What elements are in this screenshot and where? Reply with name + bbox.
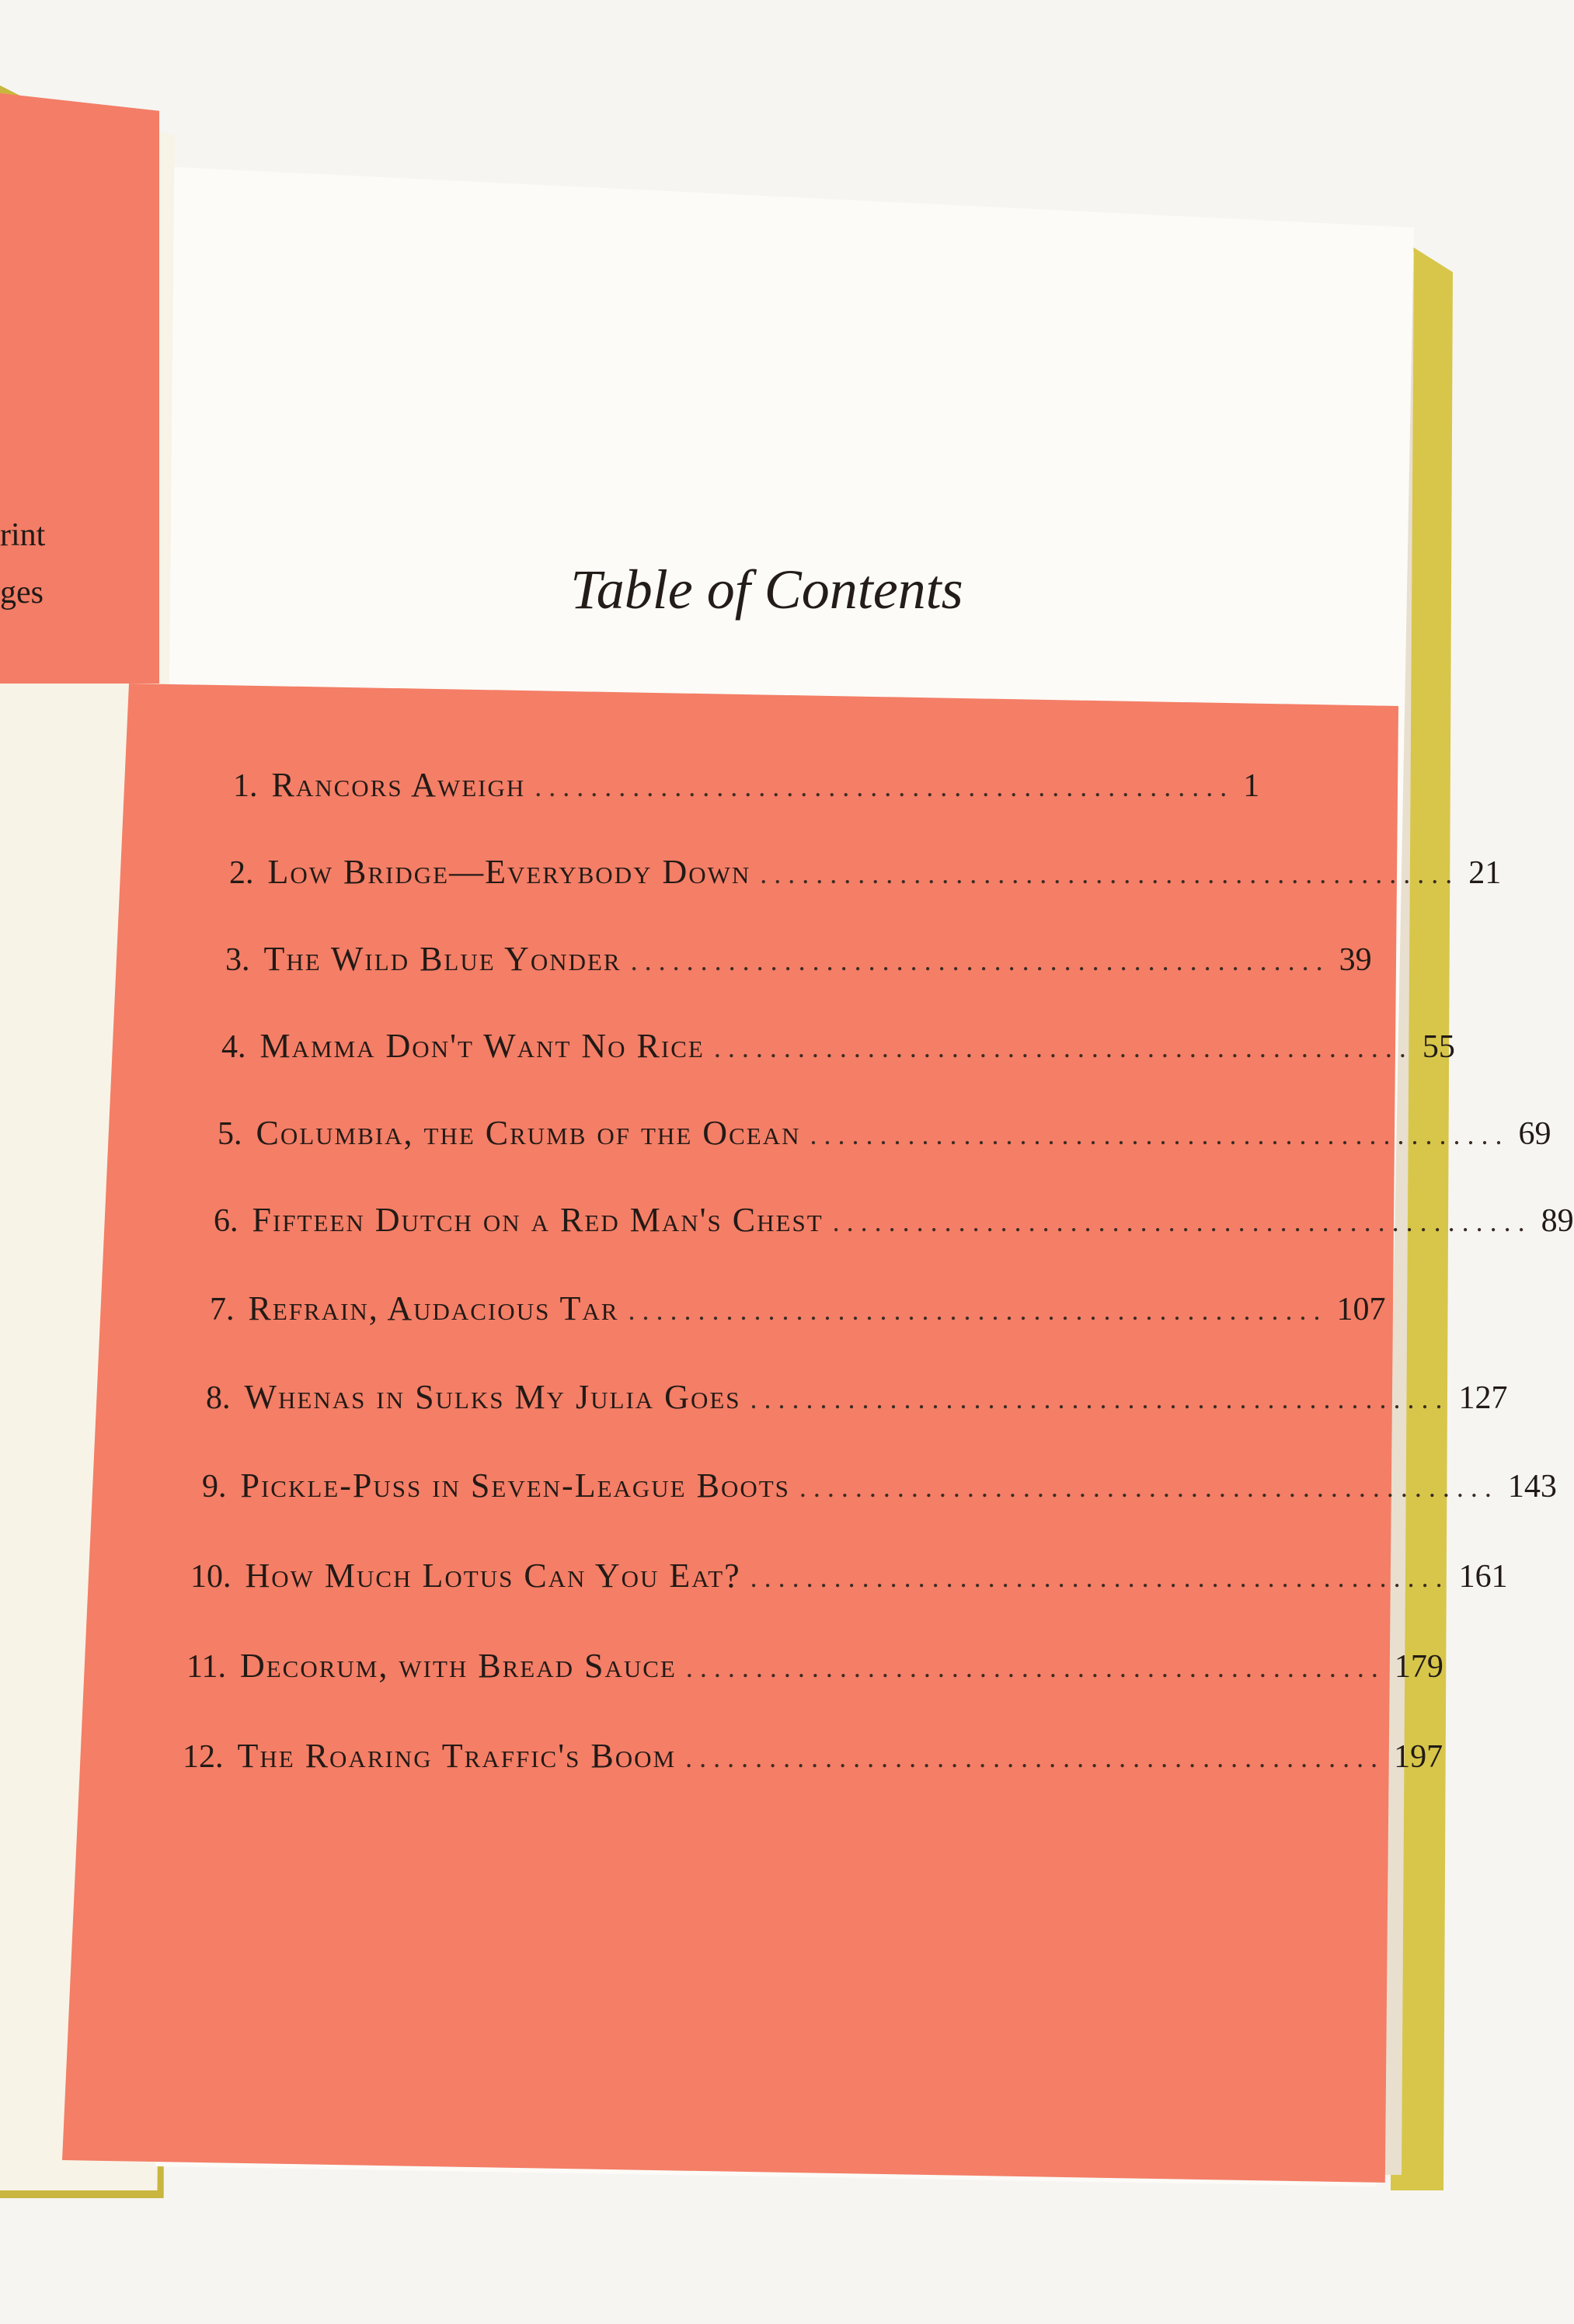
toc-entry [186, 1646, 1443, 1700]
toc-entry-number: 12. [183, 1739, 224, 1775]
toc-entry-number: 7. [210, 1292, 235, 1327]
toc-entry-number: 1. [233, 768, 258, 804]
dot-leader: .................................................. [832, 1206, 1532, 1237]
toc-entry [190, 1556, 1508, 1610]
toc-entry [214, 1200, 1574, 1254]
toc-entry-title: Decorum, with Bread Sauce [239, 1647, 677, 1685]
toc-entry-page: 179 [1394, 1649, 1443, 1685]
toc-entry [183, 1736, 1443, 1790]
toc-entry-title: Low Bridge—Everybody Down [267, 853, 751, 891]
toc-entry-title: Mamma Don't Want No Rice [259, 1027, 705, 1065]
toc-entry [206, 1377, 1508, 1432]
toc-entry-number: 9. [202, 1469, 227, 1505]
toc-entry [229, 852, 1502, 906]
dot-leader: .................................................. [685, 1652, 1385, 1683]
toc-entry-number: 10. [190, 1559, 232, 1595]
toc-entry-page: 143 [1507, 1469, 1557, 1505]
toc-entry-number: 6. [214, 1203, 239, 1239]
toc-entry-title: Rancors Aweigh [271, 766, 526, 804]
dot-leader: .................................................. [713, 1032, 1413, 1063]
toc-entry [221, 1026, 1455, 1080]
dot-leader: .................................................. [685, 1742, 1385, 1773]
toc-entry-page: 161 [1458, 1559, 1508, 1595]
toc-entry-title: Refrain, Audacious Tar [248, 1289, 619, 1327]
page-title: Table of Contents [570, 558, 963, 621]
toc-entry-number: 3. [225, 942, 250, 978]
toc-entry-title: Pickle-Puss in Seven-League Boots [240, 1466, 790, 1505]
toc-entry-title: How Much Lotus Can You Eat? [245, 1557, 741, 1595]
toc-entry-page: 39 [1339, 942, 1372, 978]
toc-entry-page: 107 [1336, 1292, 1386, 1327]
toc-entry-title: Columbia, the Crumb of the Ocean [256, 1114, 801, 1152]
toc-entry-page: 21 [1468, 855, 1502, 891]
toc-entry [210, 1289, 1386, 1343]
toc-entry-page: 1 [1243, 768, 1260, 804]
toc-entry-number: 4. [221, 1029, 246, 1065]
dot-leader: .................................................. [750, 1383, 1450, 1414]
toc-entry-title: The Wild Blue Yonder [263, 940, 622, 978]
left-page-text-fragment: ges [0, 575, 44, 611]
toc-entry-title: Fifteen Dutch on a Red Man's Chest [252, 1201, 824, 1239]
toc-entry-number: 8. [206, 1380, 231, 1416]
toc-entry-title: The Roaring Traffic's Boom [237, 1737, 677, 1775]
toc-entry [218, 1113, 1551, 1167]
toc-entry-page: 69 [1518, 1116, 1551, 1152]
toc-entry [202, 1466, 1557, 1520]
toc-entry-number: 11. [186, 1649, 226, 1685]
dot-leader: .................................................. [628, 1295, 1328, 1326]
toc-entry-page: 197 [1394, 1739, 1443, 1775]
dot-leader: .................................................. [799, 1472, 1499, 1503]
dot-leader: .................................................. [630, 945, 1330, 976]
toc-entry-number: 5. [218, 1116, 242, 1152]
toc-entry-page: 89 [1541, 1203, 1574, 1239]
dot-leader: .................................................. [535, 771, 1234, 802]
toc-entry [225, 939, 1372, 993]
toc-entry-number: 2. [229, 855, 254, 891]
dot-leader: .................................................. [750, 1562, 1450, 1593]
toc-entry-page: 127 [1458, 1380, 1508, 1416]
toc-entry-page: 55 [1422, 1029, 1455, 1065]
toc-entry [233, 765, 1260, 819]
dot-leader: .................................................. [810, 1119, 1510, 1150]
left-page-text-fragment: rint [0, 517, 46, 553]
dot-leader: .................................................. [760, 858, 1460, 889]
toc-entry-title: Whenas in Sulks My Julia Goes [244, 1378, 741, 1416]
